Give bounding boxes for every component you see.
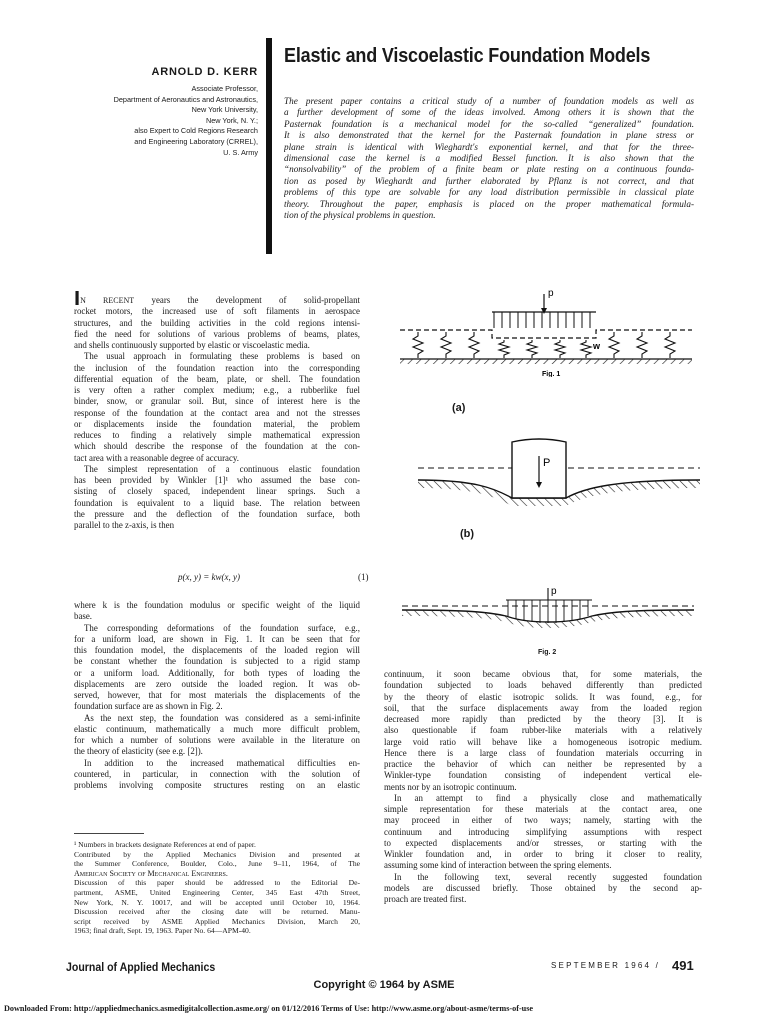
- body-line: for a uniform load, are shown in Fig. 1. It can be seen that for: [74, 633, 360, 644]
- body-line: parallel to the z-axis, is then: [74, 520, 175, 530]
- body-left-column-a: [74, 291, 360, 531]
- body-line: The simplest representation of a continuous elastic foundation: [84, 463, 360, 474]
- body-line: practice the behavior of which can neither be represented by a: [384, 759, 702, 769]
- body-line: structures, and the building activities in the cold regions intensi-: [74, 317, 360, 328]
- body-line: rocket motors, the increased use of soft filaments in aerospace: [74, 306, 360, 317]
- footnote-line: ¹ Numbers in brackets designate References at end of paper.: [74, 840, 256, 849]
- body-line: base.: [74, 611, 92, 622]
- body-line: ments nor by an isotropic continuum.: [384, 781, 517, 792]
- body-line: and shells continuously supported by elastic or viscoelastic media.: [74, 340, 310, 350]
- body-line: decreased more rapidly than predicted by the theory [3]. It is: [384, 714, 702, 724]
- footnote-line: 1963; final draft, Sept. 19, 1963. Paper No. 64—APM-40.: [74, 926, 251, 936]
- body-line: foundation is equivalent to a liquid base. The relation between: [74, 497, 360, 508]
- body-line: response of the foundation at the contact area and not the stresses: [74, 407, 360, 418]
- footnote-line: American Society of Mechanical Engineers.: [74, 868, 228, 878]
- abstract-line: “nonsolvability” of the problem of a finite beam or plate resting on a continuous founda-: [284, 164, 694, 175]
- abstract-line: tion as posed by Wieghardt and further elaborated by Pflanz is not correct, and that: [284, 175, 694, 186]
- body-line: binder, snow, or granular soil. But, since of interest here is the: [74, 396, 360, 407]
- body-line: also questionable if foam rubber-like materials with a relatively: [384, 725, 702, 736]
- equation: p(x, y) = kw(x, y): [178, 572, 241, 582]
- title-divider-bar: [266, 38, 272, 254]
- body-line: The usual approach in formulating these problems is based on: [84, 351, 360, 362]
- deflection-label: w: [593, 341, 601, 351]
- body-line: assuming some kind of interaction between the spring elements.: [384, 860, 612, 871]
- footnote-line: Discussion received after the closing date will be returned. Manu-: [74, 907, 360, 917]
- affiliation-line: also Expert to Cold Regions Research: [134, 126, 258, 136]
- body-line: soil, that the surface displacements away from the loaded region: [384, 702, 702, 713]
- abstract-line: dimensional case the kernel is a modified Bessel function. It is also shown that the: [284, 153, 694, 164]
- abstract-line: The present paper contains a critical study of a number of foundation models as well as: [284, 96, 694, 106]
- figure-2b-diagram: [398, 586, 698, 634]
- footnote-line: partment, ASME, United Engineering Center, 345 East 47th Street,: [74, 887, 360, 897]
- body-line: continuum and introducing simplifying assumptions with respect: [384, 826, 702, 837]
- affiliation-line: U. S. Army: [223, 147, 258, 157]
- load-label: p: [548, 288, 554, 299]
- body-line: has been provided by Winkler [1]¹ who assumed the base con-: [74, 475, 360, 485]
- equation-number: (1): [358, 572, 369, 582]
- body-line: is very often a rather complex medium; e.g., a rubberlike fuel: [74, 385, 360, 395]
- body-line: foundation surface are as shown in Fig. 2.: [74, 701, 223, 712]
- body-line: foundation subjected to loads behaved differently than predicted: [384, 680, 702, 691]
- page-number: 491: [672, 958, 694, 973]
- body-line: fied the need for solutions of various problems of beams, plates,: [74, 328, 360, 339]
- body-line: Winkler foundation and, in order to bring it closer to reality,: [384, 849, 702, 859]
- body-line: the theory of elasticity (see e.g. [2]).: [74, 746, 203, 757]
- body-line: served, however, that for most materials the displacements of the: [74, 690, 360, 700]
- abstract-line: problems of this type are solvable for any load distribution permissible in classical plate: [284, 187, 694, 198]
- abstract-line: Pasternak foundation is a mechanical model for the so-called “generalized” foundation.: [284, 118, 694, 129]
- abstract: [284, 96, 694, 221]
- base-hatching: [400, 359, 692, 364]
- body-line: may proceed in either of two ways; namely, starting with the: [384, 815, 702, 826]
- body-line: As the next step, the foundation was considered as a semi-infinite: [84, 712, 360, 723]
- author-affiliation: [0, 84, 258, 158]
- figure-1-diagram: [396, 282, 696, 377]
- figure-2-caption: Fig. 2: [538, 649, 557, 656]
- body-line: In an attempt to find a physically close and mathematically: [394, 792, 702, 803]
- affiliation-line: New York, N. Y.;: [205, 115, 258, 125]
- abstract-line: It is also demonstrated that the kernel for the Pasternak foundation in plane stress or: [284, 130, 694, 141]
- download-notice: Downloaded From: http://appliedmechanics.asmedigitalcollection.asme.org/ on 01/12/2016 Terms of Use: http://www.asme.org/about-asme/terms-of-use: [4, 1004, 534, 1013]
- body-line: reduces to finding a relatively simple mathematical expression: [74, 430, 360, 440]
- body-left-column-b: [74, 600, 360, 791]
- body-line: In the following text, several recently suggested foundation: [394, 871, 702, 882]
- stamp-load-label: P: [543, 457, 551, 469]
- affiliation-line: Department of Aeronautics and Astronautics,: [113, 94, 258, 104]
- body-line: proach are treated first.: [384, 894, 467, 904]
- body-line: displacements are zero outside the loaded region. It was ob-: [74, 678, 360, 689]
- load-label: p: [551, 586, 557, 597]
- body-line: In addition to the increased mathematical difficulties en-: [84, 757, 360, 768]
- body-line: the inclusion of the foundation reaction into the corresponding: [74, 362, 360, 373]
- copyright-notice: Copyright © 1964 by ASME: [313, 979, 455, 991]
- affiliation-line: and Engineering Laboratory (CRREL),: [134, 136, 258, 146]
- journal-name: Journal of Applied Mechanics: [66, 960, 216, 974]
- author-name: ARNOLD D. KERR: [151, 66, 258, 78]
- figure-2a-diagram: [414, 436, 704, 516]
- body-line: large void ratio will behave like a homogeneous isotropic medium.: [384, 736, 702, 747]
- body-line: Hence there is a large class of foundation materials occurring in: [384, 747, 702, 758]
- abstract-line: theory. Throughout the paper, emphasis is placed on the proper mathematical formula-: [284, 198, 694, 209]
- body-line: where k is the foundation modulus or specific weight of the liquid: [74, 600, 360, 610]
- lead-in: N RECENT: [80, 296, 135, 305]
- body-line: countered, in particular, in connection with the solution of: [74, 768, 360, 779]
- body-line: models are discussed briefly. Those obtained by the second ap-: [384, 882, 702, 893]
- body-line-text: years the development of solid-propellant: [134, 295, 360, 305]
- body-line: the pressure and the deflection of the foundation surface, both: [74, 508, 360, 519]
- body-line: to expected displacements and/or stresses, or starting with the: [384, 837, 702, 848]
- body-line: differential equation of the beam, plate, or shell. The foundation: [74, 373, 360, 384]
- footnote-rule: [74, 833, 144, 834]
- springs: [413, 332, 675, 358]
- body-line: or displacements inside the foundation material, the problem: [74, 418, 360, 429]
- body-line: this foundation model, the displacements of the loaded region will: [74, 645, 360, 655]
- affiliation-line: Associate Professor,: [191, 84, 258, 93]
- body-right-column: [384, 669, 702, 905]
- footnote-line: the Summer Conference, Boulder, Colo., June 9–11, 1964, of The: [74, 859, 360, 869]
- body-line: problems involving composite structures resting on an elastic: [74, 780, 360, 790]
- footnote-line: New York, N. Y. 10017, and will be accepted until October 10, 1964.: [74, 897, 360, 907]
- abstract-line: a further development of some of the ideas involved. Among others it is shown that the: [284, 107, 694, 118]
- body-line: by the theory of elastic isotropic solids. It was found, e.g., for: [384, 691, 702, 702]
- uniform-load-arrows: [494, 312, 590, 328]
- footnote-line: Discussion of this paper should be addressed to the Editorial De-: [74, 878, 360, 888]
- drop-cap: I: [74, 291, 81, 307]
- body-line: simple representation for these materials at the contact area, one: [384, 804, 702, 814]
- body-line: which should describe the response of the foundation at the con-: [74, 441, 360, 452]
- footnote-line: Contributed by the Applied Mechanics Division and presented at: [74, 849, 360, 859]
- figure-2-panel-b-label: (b): [460, 528, 475, 540]
- issue-date: SEPTEMBER 1964 /: [551, 961, 661, 970]
- body-line: tact area with a reasonable degree of accuracy.: [74, 452, 239, 463]
- body-line: sisting of closely spaced, independent linear springs. Such a: [74, 486, 360, 497]
- body-line: elastic continuum, mathematically a much more difficult problem,: [74, 723, 360, 734]
- body-line: be constant whether the foundation is subjected to a rigid stamp: [74, 656, 360, 667]
- figure-1-caption: Fig. 1: [542, 371, 561, 377]
- abstract-line: tion of the physical problems in question.: [284, 210, 436, 221]
- figure-2-panel-a-label: (a): [452, 402, 466, 414]
- body-line: continuum, it soon became obvious that, for some materials, the: [384, 669, 702, 679]
- body-line: [74, 291, 360, 306]
- body-line: Winkler-type foundation consisting of independent vertical ele-: [384, 770, 702, 781]
- footnotes: [74, 840, 360, 936]
- paper-title: Elastic and Viscoelastic Foundation Models: [284, 45, 651, 67]
- body-line: The corresponding deformations of the foundation surface, e.g.,: [84, 622, 360, 633]
- body-line: or a uniform load. Additionally, for both types of loading the: [74, 667, 360, 678]
- footnote-line: script received by ASME Applied Mechanics Division, March 20,: [74, 916, 360, 926]
- body-line: for which a number of solutions were available in the literature on: [74, 735, 360, 745]
- affiliation-line: New York University,: [191, 105, 258, 115]
- abstract-line: plane strain is identical with Wieghardt's exponential kernel, and that for the three-: [284, 141, 694, 152]
